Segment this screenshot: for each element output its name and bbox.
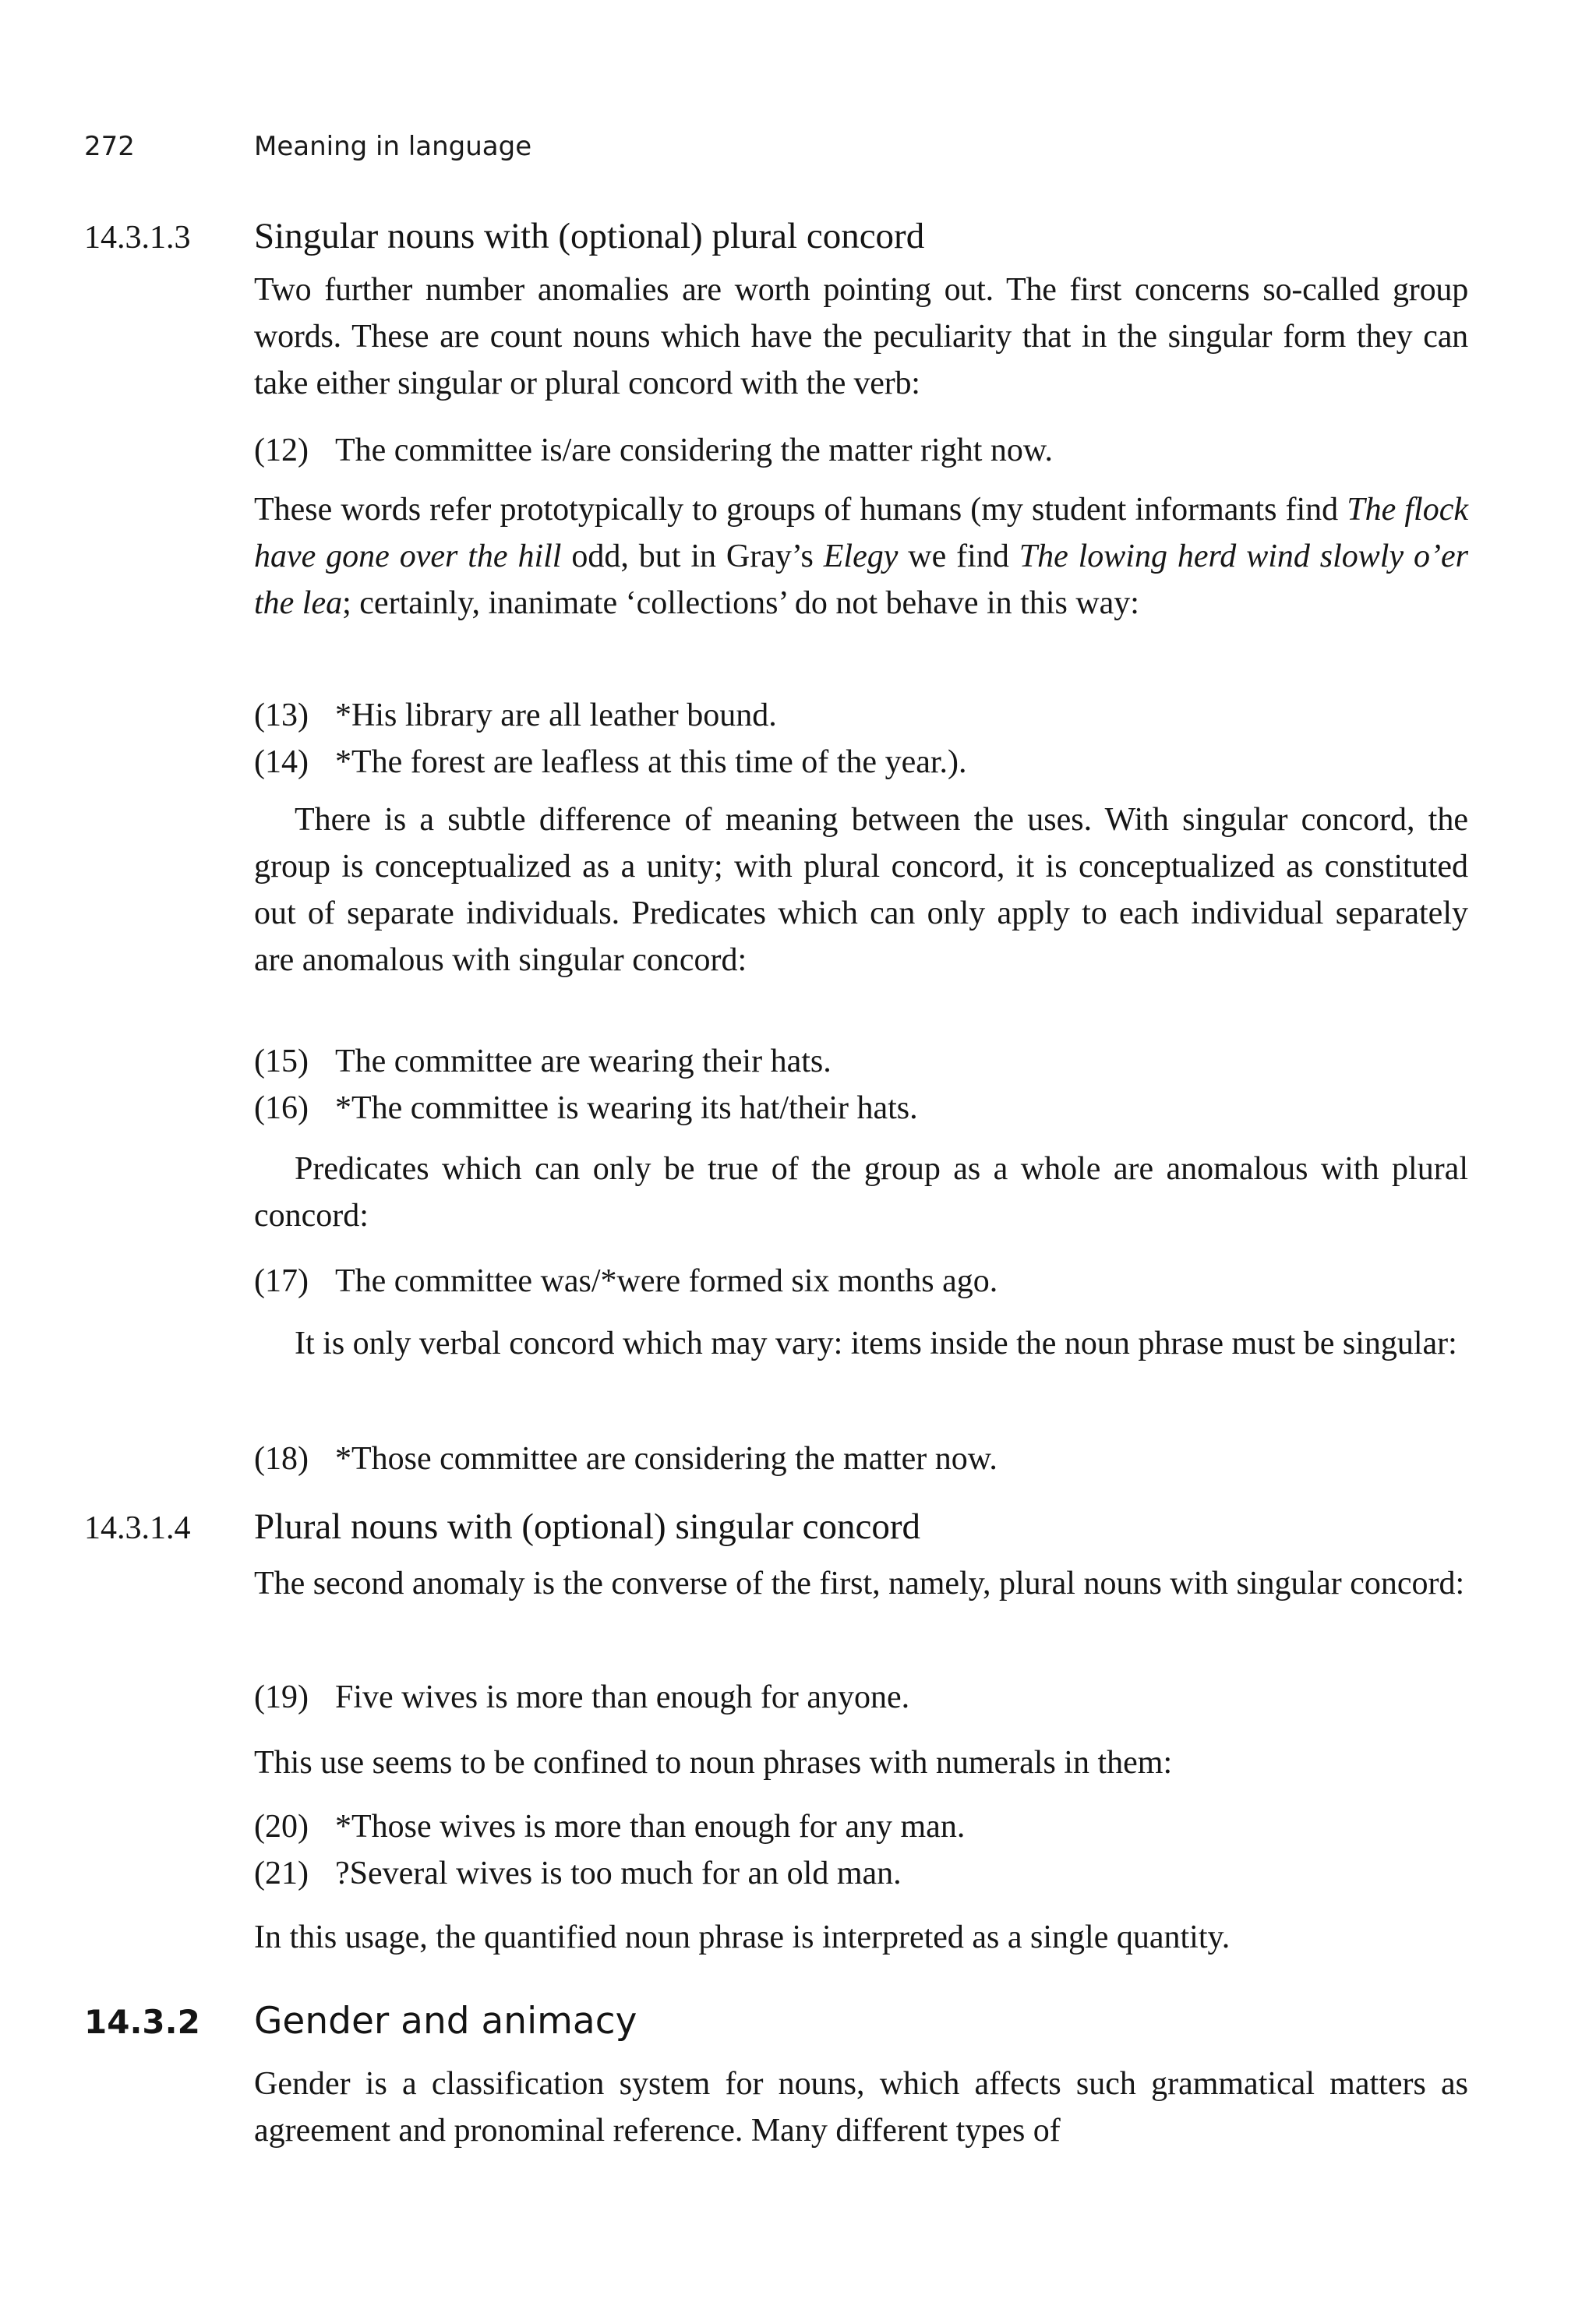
example-number: (13) (254, 697, 309, 733)
section-number: 14.3.1.3 (84, 220, 191, 256)
paragraph-subtle-difference: There is a subtle difference of meaning between the uses. With singular concord, the group is conceptualized as a unity; with plural concord, it is conceptualized as constituted out of separate individuals. Predicates which can only apply to each individual separately are anomalous with singular concord: (254, 802, 1468, 978)
example-text: The committee is/are considering the matter right now. (335, 433, 1053, 468)
example-20 (254, 1803, 965, 1850)
running-header (84, 131, 531, 162)
paragraph-second-anomaly: The second anomaly is the converse of the first, namely, plural nouns with singular concord: (254, 1566, 1465, 1602)
example-15 (254, 1038, 832, 1085)
example-number: (12) (254, 433, 309, 468)
example-text: *The committee is wearing its hat/their hats. (335, 1090, 918, 1126)
example-number: (20) (254, 1809, 309, 1845)
section-number: 14.3.2 (84, 2003, 200, 2041)
italic-example: The flock have gone over the hill (254, 492, 1469, 574)
example-17 (254, 1258, 998, 1305)
paragraph-groups-of-humans (254, 486, 1468, 627)
example-19 (254, 1674, 909, 1721)
paragraph-group-as-whole: Predicates which can only be true of the group as a whole are anomalous with plural concord: (254, 1151, 1468, 1234)
page-number: 272 (84, 131, 135, 162)
example-text: The committee was/*were formed six months ago. (335, 1263, 998, 1299)
example-text: The committee are wearing their hats. (335, 1044, 832, 1079)
example-text: *Those committee are considering the matter now. (335, 1441, 998, 1477)
example-13 (254, 692, 777, 739)
paragraph-single-quantity: In this usage, the quantified noun phrase is interpreted as a single quantity. (254, 1919, 1231, 1955)
section-number: 14.3.1.4 (84, 1510, 191, 1546)
example-text: ?Several wives is too much for an old man. (335, 1856, 902, 1891)
example-21 (254, 1850, 902, 1897)
paragraph-group-words: Two further number anomalies are worth pointing out. The first concerns so-called group words. These are count nouns which have the peculiarity that in the singular form they can take either singular or plural concord with the verb: (254, 272, 1468, 401)
example-12 (254, 427, 1053, 474)
example-number: (15) (254, 1044, 309, 1079)
example-18 (254, 1436, 998, 1482)
paragraph-gender: Gender is a classification system for nouns, which affects such grammatical matters as agreement and pronominal reference. Many different types of (254, 2066, 1468, 2149)
example-number: (16) (254, 1090, 309, 1126)
italic-title: Elegy (823, 539, 899, 574)
example-text: *Those wives is more than enough for any man. (335, 1809, 966, 1845)
text-run: we find (898, 539, 1019, 574)
example-14 (254, 739, 967, 786)
text-run: odd, but in Gray’s (561, 539, 824, 574)
example-number: (14) (254, 744, 309, 780)
section-heading-14-3-1-4 (84, 1506, 920, 1548)
paragraph-numerals: This use seems to be confined to noun phrases with numerals in them: (254, 1745, 1173, 1781)
section-title: Gender and animacy (254, 2000, 637, 2043)
example-number: (17) (254, 1263, 309, 1299)
running-title: Meaning in language (254, 131, 532, 162)
section-title: Singular nouns with (optional) plural concord (254, 216, 925, 256)
example-text: Five wives is more than enough for anyone. (335, 1679, 910, 1715)
text-run: ; certainly, inanimate ‘collections’ do not behave in this way: (342, 585, 1139, 621)
italic-quote: The lowing herd wind slowly o’er the lea (254, 539, 1468, 621)
example-number: (19) (254, 1679, 309, 1715)
section-title: Plural nouns with (optional) singular concord (254, 1506, 920, 1547)
example-16 (254, 1085, 918, 1132)
example-text: *The forest are leafless at this time of the year.). (335, 744, 967, 780)
text-run: These words refer prototypically to groups of humans (my student informants find (254, 492, 1347, 528)
example-number: (18) (254, 1441, 309, 1477)
paragraph-verbal-concord: It is only verbal concord which may vary: items inside the noun phrase must be singular: (295, 1326, 1457, 1361)
section-heading-14-3-1-3 (84, 215, 924, 257)
example-number: (21) (254, 1856, 309, 1891)
section-heading-14-3-2 (84, 2000, 637, 2043)
example-text: *His library are all leather bound. (335, 697, 777, 733)
